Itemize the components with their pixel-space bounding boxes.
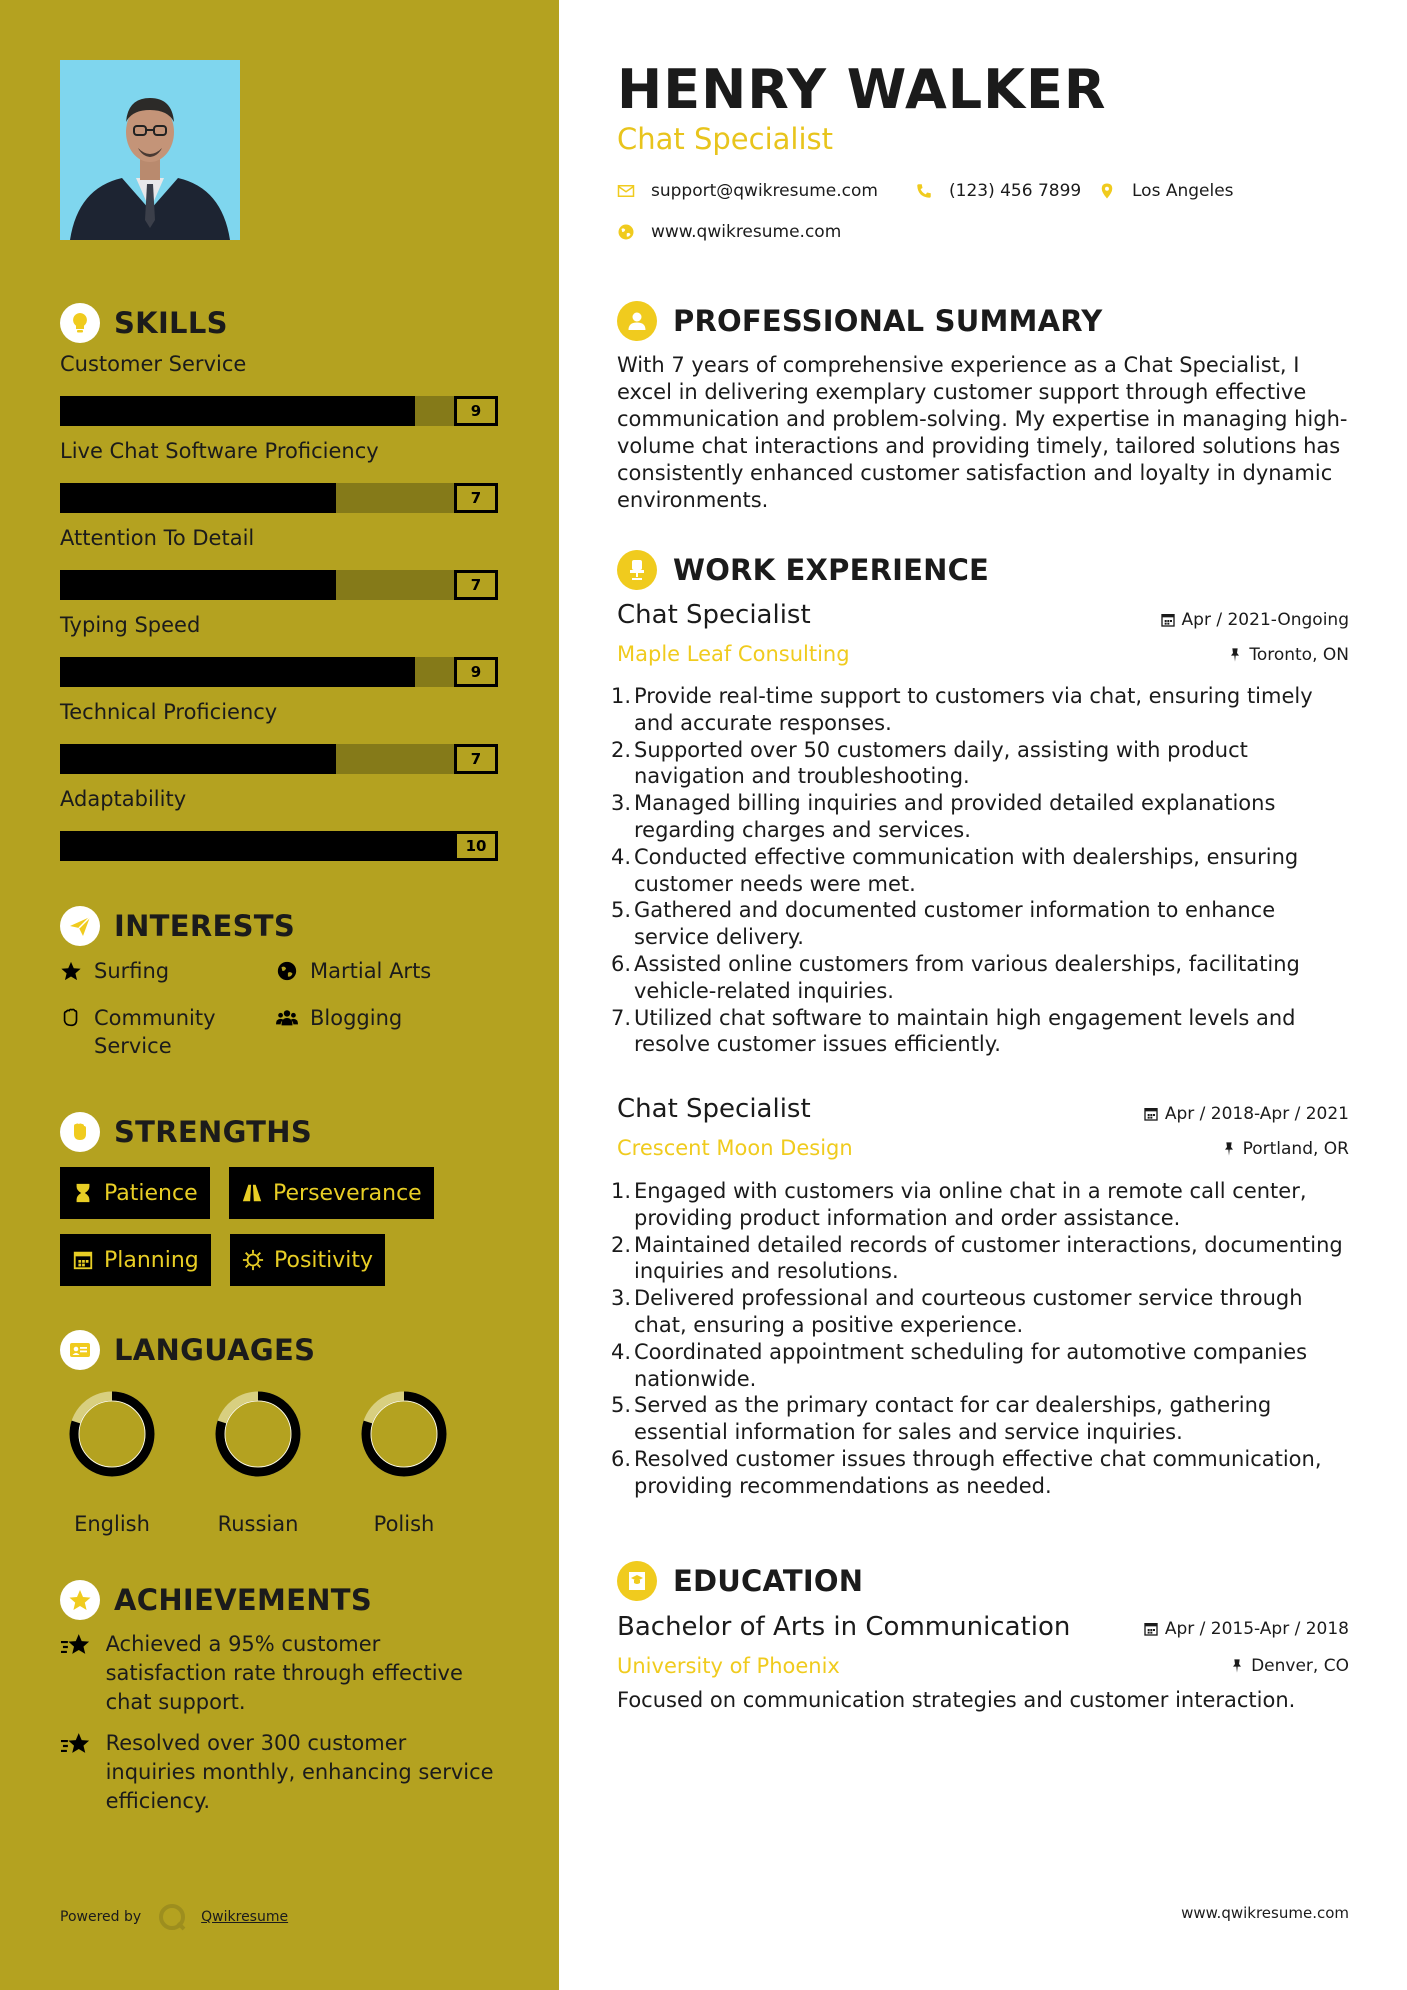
duty-item bbox=[611, 844, 1357, 898]
duty-text: Delivered professional and courteous customer service through chat, ensuring a positive experience. bbox=[634, 1286, 1303, 1337]
duty-text: Supported over 50 customers daily, assisting with product navigation and troubleshooting. bbox=[634, 737, 1248, 789]
strengths-heading bbox=[60, 1112, 312, 1152]
pushpin-icon bbox=[1221, 1141, 1237, 1157]
education-heading bbox=[617, 1561, 863, 1601]
skill-level: 10 bbox=[454, 831, 498, 861]
star-badge-icon bbox=[60, 1580, 100, 1620]
strength-badge bbox=[230, 1234, 385, 1286]
skill-bar bbox=[60, 483, 498, 513]
job-company: Maple Leaf Consulting bbox=[617, 642, 850, 666]
section-title: WORK EXPERIENCE bbox=[673, 553, 990, 587]
skill-item bbox=[60, 700, 498, 768]
hand-icon bbox=[60, 1004, 88, 1032]
section-title: ACHIEVEMENTS bbox=[114, 1583, 373, 1617]
skill-bar bbox=[60, 396, 498, 426]
duty-number: 1. bbox=[611, 684, 632, 708]
duty-number: 6. bbox=[611, 1446, 632, 1471]
skill-bar bbox=[60, 657, 498, 687]
duty-number: 6. bbox=[611, 951, 632, 976]
sun-icon bbox=[242, 1249, 264, 1271]
contact-phone[interactable] bbox=[915, 181, 1081, 201]
skill-label: Attention To Detail bbox=[60, 526, 255, 550]
job-location bbox=[1221, 1139, 1349, 1159]
skill-bar bbox=[60, 744, 498, 774]
summary-text: With 7 years of comprehensive experience as a Chat Specialist, I excel in delivering exemplary customer support through effective communication and problem-solving. My expertise in managing high-volume chat interactions and providing timely, tailored solutions has consistently enhanced customer satisfaction and loyalty in dynamic environments. bbox=[617, 353, 1348, 512]
job-company: Crescent Moon Design bbox=[617, 1136, 853, 1160]
languages-heading bbox=[60, 1330, 315, 1370]
strength-label: Planning bbox=[104, 1247, 199, 1273]
duty-text: Engaged with customers via online chat in a remote call center, providing product information and order assistance. bbox=[634, 1179, 1307, 1230]
duty-item bbox=[611, 1232, 1357, 1286]
interest-item bbox=[60, 957, 169, 985]
job-dates-text: Apr / 2018-Apr / 2021 bbox=[1164, 1104, 1349, 1124]
graduation-icon bbox=[617, 1561, 657, 1601]
skill-label: Customer Service bbox=[60, 352, 247, 376]
duty-number: 3. bbox=[611, 791, 632, 816]
duty-item bbox=[611, 1178, 1357, 1232]
job-duties bbox=[611, 1178, 1357, 1500]
duty-number: 7. bbox=[611, 1005, 632, 1030]
phone-icon bbox=[915, 182, 933, 200]
duty-item bbox=[611, 1446, 1357, 1500]
language-item bbox=[212, 1388, 304, 1536]
office-chair-icon bbox=[617, 550, 657, 590]
duty-item bbox=[611, 951, 1357, 1005]
duty-number: 5. bbox=[611, 1393, 632, 1418]
skill-level: 9 bbox=[454, 657, 498, 687]
star-icon bbox=[60, 957, 88, 985]
section-title: INTERESTS bbox=[114, 909, 296, 943]
duty-item bbox=[611, 1392, 1357, 1446]
paper-plane-icon bbox=[60, 906, 100, 946]
job-dates-text: Apr / 2021-Ongoing bbox=[1181, 610, 1349, 630]
achievement-text: Resolved over 300 customer inquiries monthly, enhancing service efficiency. bbox=[105, 1731, 494, 1813]
strength-label: Perseverance bbox=[273, 1180, 422, 1206]
achievement-text: Achieved a 95% customer satisfaction rate through effective chat support. bbox=[105, 1632, 463, 1714]
skill-label: Adaptability bbox=[60, 787, 187, 811]
education-dates-text: Apr / 2015-Apr / 2018 bbox=[1164, 1619, 1349, 1639]
calendar-icon bbox=[1160, 612, 1176, 628]
interest-item bbox=[276, 1004, 402, 1032]
calendar-icon bbox=[72, 1249, 94, 1271]
footer-url[interactable]: www.qwikresume.com bbox=[1181, 1904, 1349, 1922]
profile-photo bbox=[60, 60, 240, 240]
skills-heading bbox=[60, 303, 228, 343]
hourglass-icon bbox=[72, 1182, 94, 1204]
fist-icon bbox=[60, 1112, 100, 1152]
skill-item bbox=[60, 613, 498, 681]
interest-label: Blogging bbox=[310, 1006, 403, 1030]
phone-text: (123) 456 7899 bbox=[949, 181, 1082, 201]
qwikresume-logo-icon bbox=[157, 1902, 187, 1932]
education-dates bbox=[1143, 1619, 1349, 1639]
achievements-heading bbox=[60, 1580, 372, 1620]
interest-label: Martial Arts bbox=[310, 959, 432, 983]
pushpin-icon bbox=[1229, 1658, 1245, 1674]
duty-text: Maintained detailed records of customer interactions, documenting inquiries and resolutions. bbox=[634, 1232, 1343, 1284]
pushpin-icon bbox=[1227, 647, 1243, 663]
job-location bbox=[1227, 645, 1349, 665]
skill-level: 7 bbox=[454, 744, 498, 774]
skill-bar bbox=[60, 831, 498, 861]
email-text: support@qwikresume.com bbox=[651, 181, 878, 201]
interest-label: Surfing bbox=[94, 959, 170, 983]
duty-text: Provide real-time support to customers via chat, ensuring timely and accurate responses. bbox=[634, 684, 1313, 735]
contact-location bbox=[1098, 181, 1234, 201]
duty-item bbox=[611, 737, 1357, 791]
shooting-star-icon bbox=[60, 1731, 92, 1759]
job-dates bbox=[1143, 1104, 1349, 1124]
website-text: www.qwikresume.com bbox=[651, 222, 842, 242]
duty-item bbox=[611, 790, 1357, 844]
interests-heading bbox=[60, 906, 295, 946]
skill-item bbox=[60, 439, 498, 507]
language-item bbox=[66, 1388, 158, 1536]
duty-number: 3. bbox=[611, 1286, 632, 1311]
job-role: Chat Specialist bbox=[617, 1094, 811, 1124]
language-ring bbox=[66, 1388, 158, 1480]
duty-item bbox=[611, 683, 1357, 737]
language-label: Russian bbox=[217, 1512, 299, 1536]
duty-number: 2. bbox=[611, 737, 632, 762]
location-text: Los Angeles bbox=[1132, 181, 1234, 201]
skill-bar bbox=[60, 570, 498, 600]
candidate-name: HENRY WALKER bbox=[617, 58, 1107, 121]
duty-text: Served as the primary contact for car dealerships, gathering essential information for sales and service inquiries. bbox=[634, 1393, 1272, 1445]
strength-badge bbox=[229, 1167, 434, 1219]
skill-label: Typing Speed bbox=[60, 613, 201, 637]
job-location-text: Toronto, ON bbox=[1249, 645, 1349, 665]
interest-item bbox=[60, 1004, 260, 1060]
id-card-icon bbox=[60, 1330, 100, 1370]
section-title: STRENGTHS bbox=[114, 1115, 313, 1149]
road-icon bbox=[241, 1182, 263, 1204]
job-role: Chat Specialist bbox=[617, 600, 811, 630]
section-title: LANGUAGES bbox=[114, 1333, 316, 1367]
qwikresume-link[interactable]: Qwikresume bbox=[201, 1909, 289, 1925]
globe-icon bbox=[276, 957, 304, 985]
candidate-title: Chat Specialist bbox=[617, 122, 834, 156]
strength-badge bbox=[60, 1167, 210, 1219]
section-title: EDUCATION bbox=[673, 1564, 864, 1598]
globe-icon bbox=[617, 223, 635, 241]
interest-item bbox=[276, 957, 431, 985]
skill-label: Technical Proficiency bbox=[60, 700, 278, 724]
powered-by bbox=[60, 1902, 288, 1932]
duty-text: Coordinated appointment scheduling for automotive companies nationwide. bbox=[634, 1339, 1308, 1391]
duty-text: Conducted effective communication with dealerships, ensuring customer needs were met. bbox=[634, 844, 1299, 896]
contact-email[interactable] bbox=[617, 181, 878, 201]
lightbulb-icon bbox=[60, 303, 100, 343]
duty-item bbox=[611, 1285, 1357, 1339]
skill-bar-fill bbox=[60, 657, 415, 687]
skill-bar-fill bbox=[60, 570, 336, 600]
language-ring bbox=[358, 1388, 450, 1480]
user-icon bbox=[617, 301, 657, 341]
skill-item bbox=[60, 787, 498, 855]
achievement-item bbox=[60, 1729, 500, 1816]
skill-bar-fill bbox=[60, 744, 336, 774]
duty-text: Assisted online customers from various dealerships, facilitating vehicle-related inquiries. bbox=[634, 951, 1300, 1003]
job-duties bbox=[611, 683, 1357, 1058]
skill-bar-fill bbox=[60, 396, 415, 426]
duty-item bbox=[611, 897, 1357, 951]
skill-level: 9 bbox=[454, 396, 498, 426]
strength-label: Patience bbox=[104, 1180, 198, 1206]
interest-label: Community Service bbox=[94, 1006, 216, 1058]
duty-number: 1. bbox=[611, 1179, 632, 1203]
envelope-icon bbox=[617, 182, 635, 200]
duty-text: Utilized chat software to maintain high engagement levels and resolve customer issues efficiently. bbox=[634, 1005, 1296, 1057]
duty-item bbox=[611, 1339, 1357, 1393]
shooting-star-icon bbox=[60, 1632, 92, 1660]
job-dates bbox=[1160, 610, 1349, 630]
duty-item bbox=[611, 1005, 1357, 1059]
skill-item bbox=[60, 526, 498, 594]
duty-text: Resolved customer issues through effective chat communication, providing recommendations as needed. bbox=[634, 1446, 1322, 1498]
achievement-item bbox=[60, 1630, 500, 1717]
duty-number: 4. bbox=[611, 1339, 632, 1364]
skill-level: 7 bbox=[454, 570, 498, 600]
education-location bbox=[1229, 1656, 1349, 1676]
education-degree: Bachelor of Arts in Communication bbox=[617, 1612, 1071, 1642]
skill-item bbox=[60, 352, 498, 420]
language-label: Polish bbox=[373, 1512, 435, 1536]
education-school: University of Phoenix bbox=[617, 1654, 840, 1678]
skill-bar-fill bbox=[60, 483, 336, 513]
job-location-text: Portland, OR bbox=[1242, 1139, 1349, 1159]
strength-badge bbox=[60, 1234, 211, 1286]
skill-bar-fill bbox=[60, 831, 454, 861]
users-icon bbox=[276, 1004, 304, 1032]
calendar-icon bbox=[1143, 1621, 1159, 1637]
education-location-text: Denver, CO bbox=[1251, 1656, 1349, 1676]
education-description: Focused on communication strategies and customer interaction. bbox=[617, 1688, 1296, 1712]
strength-label: Positivity bbox=[274, 1247, 374, 1273]
summary-heading bbox=[617, 301, 1102, 341]
duty-number: 5. bbox=[611, 898, 632, 923]
duty-number: 4. bbox=[611, 844, 632, 869]
skill-label: Live Chat Software Proficiency bbox=[60, 439, 379, 463]
powered-by-label: Powered by bbox=[60, 1909, 142, 1925]
calendar-icon bbox=[1143, 1106, 1159, 1122]
section-title: SKILLS bbox=[114, 306, 228, 340]
skill-level: 7 bbox=[454, 483, 498, 513]
sidebar bbox=[0, 0, 559, 1990]
section-title: PROFESSIONAL SUMMARY bbox=[673, 304, 1103, 338]
duty-number: 2. bbox=[611, 1232, 632, 1257]
experience-heading bbox=[617, 550, 989, 590]
language-label: English bbox=[74, 1512, 150, 1536]
map-pin-icon bbox=[1098, 182, 1116, 200]
language-ring bbox=[212, 1388, 304, 1480]
duty-text: Gathered and documented customer information to enhance service delivery. bbox=[634, 898, 1276, 950]
contact-website[interactable] bbox=[617, 222, 841, 242]
duty-text: Managed billing inquiries and provided detailed explanations regarding charges and services. bbox=[634, 791, 1276, 842]
language-item bbox=[358, 1388, 450, 1536]
